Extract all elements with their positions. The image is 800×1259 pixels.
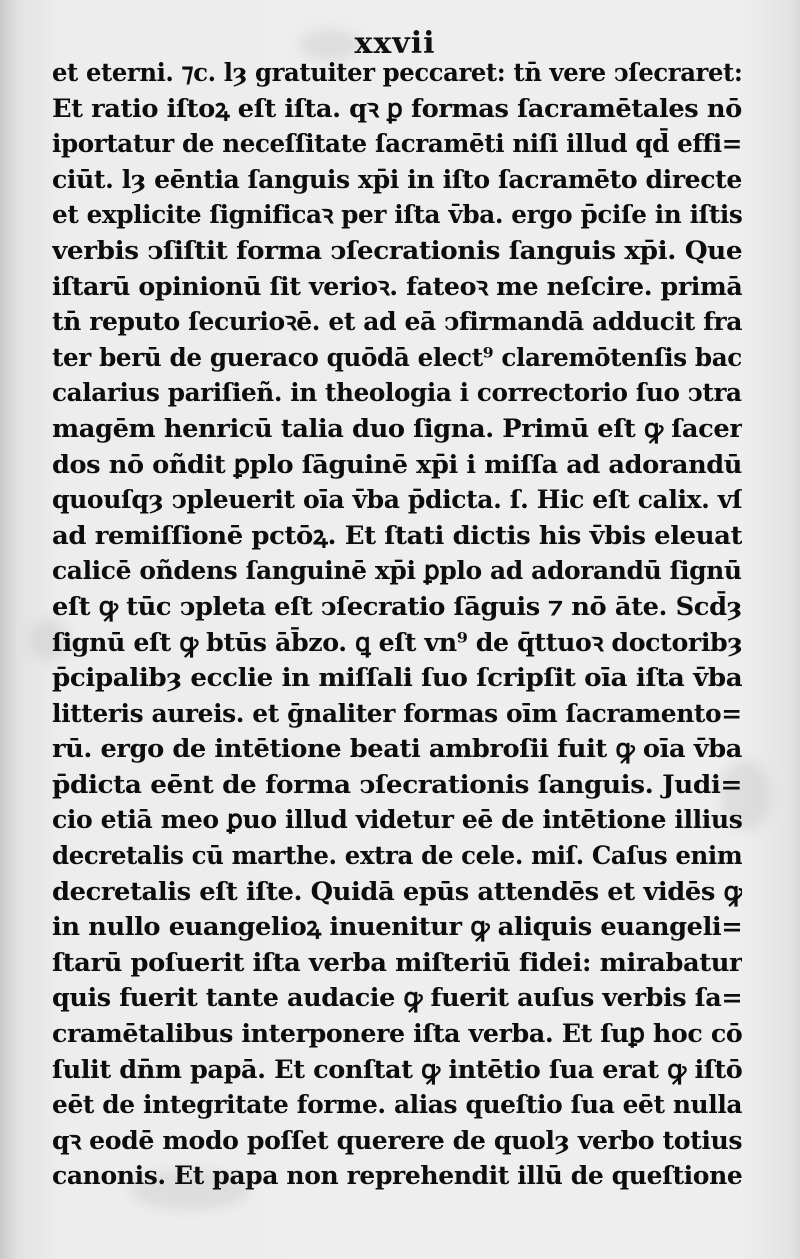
text-line: ſulit dn̄m papā. Et conſtat ꝙ intētio ſua erat ꝙ iſtō — [52, 1054, 742, 1085]
text-line: qꝛ eodē modo poſſet querere de quolȝ verbo totius — [52, 1125, 742, 1156]
text-line: canonis. Et papa non reprehendit illū de queſtione — [52, 1161, 742, 1192]
text-line: verbis ↄſiſtit forma ↄſecrationis ſanguis xp̄i. Que — [52, 235, 743, 266]
text-line: cio etiā meo ꝑuo illud videtur eē de intētione illius — [52, 805, 742, 836]
text-line: dos nō oñdit ꝑplo ſāguinē xp̄i i miſſa ad adorandū — [52, 449, 742, 480]
text-line: et explicite ſignificaꝛ per iſta v̄ba. ergo p̄ciſe in iſtis — [52, 200, 742, 231]
text-line: calicē oñdens ſanguinē xp̄i ꝑplo ad adorandū ſignū — [52, 556, 742, 587]
text-block — [52, 56, 742, 1195]
text-line: iportatur de neceſſitate ſacramēti niſi illud qd̄ effi= — [52, 129, 742, 160]
text-line: tn̄ reputo ſecurioꝛē. et ad eā ↄfirmandā adducit fra — [52, 307, 742, 338]
text-line: eēt de integritate forme. alias queſtio ſua eēt nulla — [52, 1090, 742, 1121]
folio-number: xxvii — [354, 26, 436, 61]
text-line: et eterni. ⁊c. lȝ gratuiter peccaret: tn̄ vere ↄſecraret: — [52, 58, 742, 88]
text-line: magēm henricū talia duo ſigna. Primū eſt ꝙ ſacer — [52, 413, 742, 444]
text-line: quouſqȝ ↄpleuerit oīa v̄ba p̄dicta. ſ. Hic eſt calix. vſ — [52, 485, 742, 516]
text-line: Et ratio iſtoꝝ eſt iſta. qꝛ ꝑ formas ſacramētales nō — [52, 93, 742, 124]
text-line: p̄dicta eēnt de forma ↄſecrationis ſanguis. Judi= — [52, 769, 743, 800]
text-line: calarius pariſieñ. in theologia i correctorio ſuo ↄtra — [52, 378, 742, 409]
text-line: quis fuerit tante audacie ꝙ fuerit auſus verbis ſa= — [52, 983, 742, 1014]
text-line: litteris aureis. et ḡnaliter formas oīm ſacramento= — [52, 698, 742, 729]
text-line: ter berū de gueraco quōdā elect⁹ claremōtenſis bac — [52, 342, 742, 373]
text-line: eſt ꝙ tūc ↄpleta eſt ↄſecratio ſāguis ⁊ nō āte. Scd̄ȝ — [52, 591, 742, 622]
text-line: ad remiſſionē pctōꝝ. Et ſtati dictis his v̄bis eleuat — [52, 520, 742, 551]
text-line: p̄cipalibȝ ecclie in miſſali ſuo ſcripſit oīa iſta v̄ba — [52, 663, 742, 694]
text-line: in nullo euangelioꝝ inuenitur ꝙ aliquis euangeli= — [52, 912, 742, 943]
text-line: ciūt. lȝ eēntia ſanguis xp̄i in iſto ſacramēto directe — [52, 164, 742, 195]
text-line: decretalis eſt iſte. Quidā epūs attendēs et vidēs ꝙ — [52, 876, 742, 907]
text-line: iſtarū opinionū ſit verioꝛ. fateoꝛ me neſcire. primā — [52, 271, 742, 302]
text-line: ſignū eſt ꝙ btūs āb̄zo. ꝗ eſt vn⁹ de q̄ttuoꝛ doctoribȝ — [52, 627, 742, 658]
text-line: ſtarū poſuerit iſta verba miſteriū fidei: mirabatur — [52, 947, 742, 978]
text-line: rū. ergo de intētione beati ambroſii fuit ꝙ oīa v̄ba — [52, 734, 742, 765]
text-line: cramētalibus interponere iſta verba. Et ſuꝑ hoc cō — [52, 1019, 742, 1050]
text-line: decretalis cū marthe. extra de cele. miſ. Caſus enim — [52, 841, 742, 872]
